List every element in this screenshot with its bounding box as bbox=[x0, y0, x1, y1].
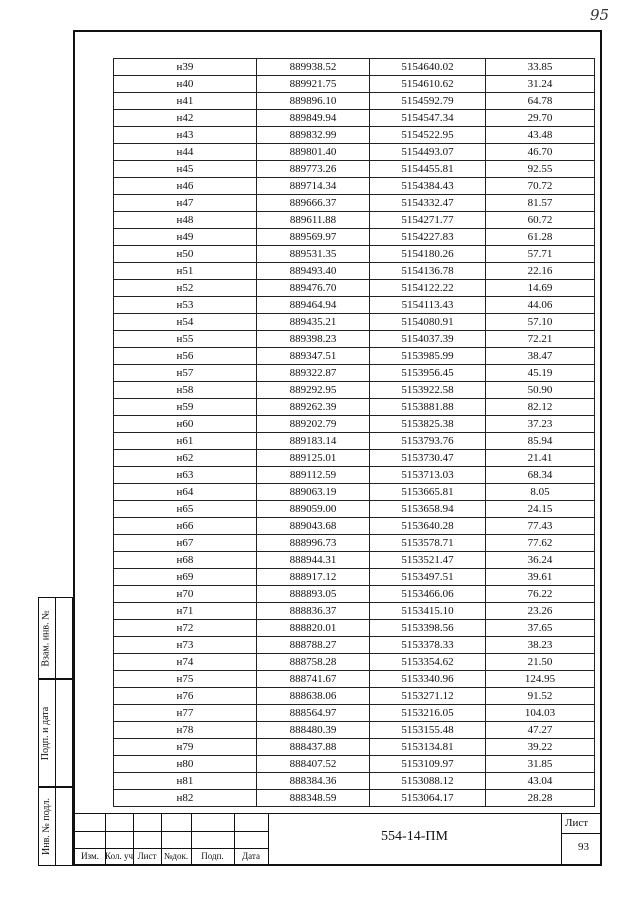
point-name-cell: н58 bbox=[114, 382, 257, 399]
y-coordinate-cell: 5154227.83 bbox=[370, 229, 486, 246]
table-row bbox=[114, 773, 595, 790]
point-name-cell: н62 bbox=[114, 450, 257, 467]
point-name-cell: н40 bbox=[114, 76, 257, 93]
point-name-cell: н77 bbox=[114, 705, 257, 722]
y-coordinate-cell: 5153134.81 bbox=[370, 739, 486, 756]
distance-cell: 43.04 bbox=[486, 773, 595, 790]
distance-cell: 36.24 bbox=[486, 552, 595, 569]
y-coordinate-cell: 5154493.07 bbox=[370, 144, 486, 161]
x-coordinate-cell: 889832.99 bbox=[257, 127, 370, 144]
point-name-cell: н75 bbox=[114, 671, 257, 688]
point-name-cell: н65 bbox=[114, 501, 257, 518]
side-label-vzam: Взам. инв. № bbox=[40, 609, 52, 667]
x-coordinate-cell: 888480.39 bbox=[257, 722, 370, 739]
table-row bbox=[114, 416, 595, 433]
y-coordinate-cell: 5154547.34 bbox=[370, 110, 486, 127]
point-name-cell: н67 bbox=[114, 535, 257, 552]
point-name-cell: н56 bbox=[114, 348, 257, 365]
distance-cell: 64.78 bbox=[486, 93, 595, 110]
x-coordinate-cell: 889611.88 bbox=[257, 212, 370, 229]
point-name-cell: н76 bbox=[114, 688, 257, 705]
x-coordinate-cell: 889043.68 bbox=[257, 518, 370, 535]
table-row bbox=[114, 297, 595, 314]
distance-cell: 60.72 bbox=[486, 212, 595, 229]
table-row bbox=[114, 586, 595, 603]
x-coordinate-cell: 889569.97 bbox=[257, 229, 370, 246]
point-name-cell: н46 bbox=[114, 178, 257, 195]
y-coordinate-cell: 5154122.22 bbox=[370, 280, 486, 297]
point-name-cell: н47 bbox=[114, 195, 257, 212]
point-name-cell: н39 bbox=[114, 59, 257, 76]
x-coordinate-cell: 889476.70 bbox=[257, 280, 370, 297]
point-name-cell: н55 bbox=[114, 331, 257, 348]
stamp-label-ndok: №док. bbox=[163, 851, 189, 861]
x-coordinate-cell: 888820.01 bbox=[257, 620, 370, 637]
distance-cell: 57.10 bbox=[486, 314, 595, 331]
distance-cell: 8.05 bbox=[486, 484, 595, 501]
table-row bbox=[114, 739, 595, 756]
x-coordinate-cell: 889531.35 bbox=[257, 246, 370, 263]
document-code: 554-14-ПМ bbox=[381, 829, 448, 844]
y-coordinate-cell: 5153793.76 bbox=[370, 433, 486, 450]
y-coordinate-cell: 5153658.94 bbox=[370, 501, 486, 518]
x-coordinate-cell: 889262.39 bbox=[257, 399, 370, 416]
y-coordinate-cell: 5154113.43 bbox=[370, 297, 486, 314]
side-label-inv: Инв. № подл. bbox=[40, 798, 52, 855]
x-coordinate-cell: 889921.75 bbox=[257, 76, 370, 93]
point-name-cell: н71 bbox=[114, 603, 257, 620]
table-row bbox=[114, 263, 595, 280]
stamp-label-izm: Изм. bbox=[81, 851, 99, 861]
table-row bbox=[114, 93, 595, 110]
point-name-cell: н81 bbox=[114, 773, 257, 790]
y-coordinate-cell: 5153340.96 bbox=[370, 671, 486, 688]
table-row bbox=[114, 756, 595, 773]
point-name-cell: н61 bbox=[114, 433, 257, 450]
x-coordinate-cell: 888384.36 bbox=[257, 773, 370, 790]
y-coordinate-cell: 5153521.47 bbox=[370, 552, 486, 569]
distance-cell: 31.24 bbox=[486, 76, 595, 93]
point-name-cell: н73 bbox=[114, 637, 257, 654]
x-coordinate-cell: 888564.97 bbox=[257, 705, 370, 722]
x-coordinate-cell: 888788.27 bbox=[257, 637, 370, 654]
x-coordinate-cell: 888741.67 bbox=[257, 671, 370, 688]
x-coordinate-cell: 889666.37 bbox=[257, 195, 370, 212]
x-coordinate-cell: 889125.01 bbox=[257, 450, 370, 467]
y-coordinate-cell: 5153088.12 bbox=[370, 773, 486, 790]
table-row bbox=[114, 280, 595, 297]
point-name-cell: н60 bbox=[114, 416, 257, 433]
x-coordinate-cell: 889801.40 bbox=[257, 144, 370, 161]
point-name-cell: н63 bbox=[114, 467, 257, 484]
table-row bbox=[114, 722, 595, 739]
table-row bbox=[114, 59, 595, 76]
distance-cell: 43.48 bbox=[486, 127, 595, 144]
point-name-cell: н41 bbox=[114, 93, 257, 110]
point-name-cell: н70 bbox=[114, 586, 257, 603]
y-coordinate-cell: 5154522.95 bbox=[370, 127, 486, 144]
x-coordinate-cell: 888917.12 bbox=[257, 569, 370, 586]
distance-cell: 57.71 bbox=[486, 246, 595, 263]
x-coordinate-cell: 889773.26 bbox=[257, 161, 370, 178]
distance-cell: 68.34 bbox=[486, 467, 595, 484]
y-coordinate-cell: 5153956.45 bbox=[370, 365, 486, 382]
table-row bbox=[114, 637, 595, 654]
distance-cell: 50.90 bbox=[486, 382, 595, 399]
point-name-cell: н43 bbox=[114, 127, 257, 144]
table-row bbox=[114, 348, 595, 365]
table-row bbox=[114, 688, 595, 705]
side-label-vzam-container bbox=[38, 597, 54, 679]
table-row bbox=[114, 535, 595, 552]
y-coordinate-cell: 5153109.97 bbox=[370, 756, 486, 773]
table-row bbox=[114, 365, 595, 382]
table-row bbox=[114, 195, 595, 212]
x-coordinate-cell: 889059.00 bbox=[257, 501, 370, 518]
distance-cell: 85.94 bbox=[486, 433, 595, 450]
x-coordinate-cell: 889435.21 bbox=[257, 314, 370, 331]
distance-cell: 37.23 bbox=[486, 416, 595, 433]
y-coordinate-cell: 5153640.28 bbox=[370, 518, 486, 535]
table-row bbox=[114, 603, 595, 620]
y-coordinate-cell: 5153985.99 bbox=[370, 348, 486, 365]
table-row bbox=[114, 671, 595, 688]
stamp-label-kol-uch: Кол. уч bbox=[105, 851, 133, 861]
y-coordinate-cell: 5153713.03 bbox=[370, 467, 486, 484]
distance-cell: 44.06 bbox=[486, 297, 595, 314]
table-row bbox=[114, 790, 595, 807]
side-label-podp: Подп. и дата bbox=[40, 706, 52, 760]
x-coordinate-cell: 888407.52 bbox=[257, 756, 370, 773]
x-coordinate-cell: 888996.73 bbox=[257, 535, 370, 552]
distance-cell: 22.16 bbox=[486, 263, 595, 280]
distance-cell: 104.03 bbox=[486, 705, 595, 722]
y-coordinate-cell: 5153922.58 bbox=[370, 382, 486, 399]
x-coordinate-cell: 889896.10 bbox=[257, 93, 370, 110]
sheet-label: Лист bbox=[565, 817, 589, 829]
x-coordinate-cell: 888893.05 bbox=[257, 586, 370, 603]
point-name-cell: н68 bbox=[114, 552, 257, 569]
distance-cell: 61.28 bbox=[486, 229, 595, 246]
distance-cell: 92.55 bbox=[486, 161, 595, 178]
table-row bbox=[114, 314, 595, 331]
x-coordinate-cell: 889493.40 bbox=[257, 263, 370, 280]
x-coordinate-cell: 888758.28 bbox=[257, 654, 370, 671]
distance-cell: 46.70 bbox=[486, 144, 595, 161]
table-row bbox=[114, 399, 595, 416]
coordinates-table bbox=[113, 58, 595, 807]
table-row bbox=[114, 212, 595, 229]
y-coordinate-cell: 5153354.62 bbox=[370, 654, 486, 671]
point-name-cell: н49 bbox=[114, 229, 257, 246]
distance-cell: 45.19 bbox=[486, 365, 595, 382]
table-row bbox=[114, 178, 595, 195]
x-coordinate-cell: 889322.87 bbox=[257, 365, 370, 382]
x-coordinate-cell: 888638.06 bbox=[257, 688, 370, 705]
point-name-cell: н79 bbox=[114, 739, 257, 756]
point-name-cell: н74 bbox=[114, 654, 257, 671]
x-coordinate-cell: 889938.52 bbox=[257, 59, 370, 76]
distance-cell: 39.61 bbox=[486, 569, 595, 586]
x-coordinate-cell: 889398.23 bbox=[257, 331, 370, 348]
point-name-cell: н50 bbox=[114, 246, 257, 263]
distance-cell: 76.22 bbox=[486, 586, 595, 603]
table-row bbox=[114, 76, 595, 93]
y-coordinate-cell: 5153825.38 bbox=[370, 416, 486, 433]
y-coordinate-cell: 5153216.05 bbox=[370, 705, 486, 722]
table-row bbox=[114, 127, 595, 144]
table-row bbox=[114, 331, 595, 348]
x-coordinate-cell: 889347.51 bbox=[257, 348, 370, 365]
point-name-cell: н45 bbox=[114, 161, 257, 178]
table-row bbox=[114, 705, 595, 722]
x-coordinate-cell: 888348.59 bbox=[257, 790, 370, 807]
y-coordinate-cell: 5153415.10 bbox=[370, 603, 486, 620]
x-coordinate-cell: 888437.88 bbox=[257, 739, 370, 756]
point-name-cell: н42 bbox=[114, 110, 257, 127]
table-row bbox=[114, 433, 595, 450]
y-coordinate-cell: 5154180.26 bbox=[370, 246, 486, 263]
x-coordinate-cell: 889202.79 bbox=[257, 416, 370, 433]
y-coordinate-cell: 5153155.48 bbox=[370, 722, 486, 739]
y-coordinate-cell: 5154037.39 bbox=[370, 331, 486, 348]
stamp-label-data: Дата bbox=[242, 851, 260, 861]
point-name-cell: н44 bbox=[114, 144, 257, 161]
distance-cell: 81.57 bbox=[486, 195, 595, 212]
table-row bbox=[114, 450, 595, 467]
y-coordinate-cell: 5154271.77 bbox=[370, 212, 486, 229]
table-row bbox=[114, 467, 595, 484]
distance-cell: 31.85 bbox=[486, 756, 595, 773]
x-coordinate-cell: 888836.37 bbox=[257, 603, 370, 620]
x-coordinate-cell: 889849.94 bbox=[257, 110, 370, 127]
x-coordinate-cell: 889063.19 bbox=[257, 484, 370, 501]
sheet-number: 93 bbox=[578, 841, 589, 853]
y-coordinate-cell: 5154080.91 bbox=[370, 314, 486, 331]
table-row bbox=[114, 382, 595, 399]
point-name-cell: н59 bbox=[114, 399, 257, 416]
y-coordinate-cell: 5153271.12 bbox=[370, 688, 486, 705]
table-row bbox=[114, 569, 595, 586]
y-coordinate-cell: 5154136.78 bbox=[370, 263, 486, 280]
y-coordinate-cell: 5153578.71 bbox=[370, 535, 486, 552]
point-name-cell: н72 bbox=[114, 620, 257, 637]
y-coordinate-cell: 5154592.79 bbox=[370, 93, 486, 110]
point-name-cell: н82 bbox=[114, 790, 257, 807]
table-row bbox=[114, 518, 595, 535]
distance-cell: 23.26 bbox=[486, 603, 595, 620]
y-coordinate-cell: 5153730.47 bbox=[370, 450, 486, 467]
distance-cell: 47.27 bbox=[486, 722, 595, 739]
point-name-cell: н64 bbox=[114, 484, 257, 501]
y-coordinate-cell: 5153064.17 bbox=[370, 790, 486, 807]
y-coordinate-cell: 5154610.62 bbox=[370, 76, 486, 93]
side-label-inv-container bbox=[38, 787, 54, 866]
table-row bbox=[114, 620, 595, 637]
stamp-label-podp: Подп. bbox=[201, 851, 224, 861]
distance-cell: 72.21 bbox=[486, 331, 595, 348]
distance-cell: 124.95 bbox=[486, 671, 595, 688]
distance-cell: 38.47 bbox=[486, 348, 595, 365]
distance-cell: 38.23 bbox=[486, 637, 595, 654]
point-name-cell: н52 bbox=[114, 280, 257, 297]
point-name-cell: н80 bbox=[114, 756, 257, 773]
y-coordinate-cell: 5153497.51 bbox=[370, 569, 486, 586]
point-name-cell: н53 bbox=[114, 297, 257, 314]
distance-cell: 29.70 bbox=[486, 110, 595, 127]
table-row bbox=[114, 484, 595, 501]
table-row bbox=[114, 246, 595, 263]
side-label-podp-container bbox=[38, 679, 54, 787]
y-coordinate-cell: 5153378.33 bbox=[370, 637, 486, 654]
distance-cell: 77.62 bbox=[486, 535, 595, 552]
distance-cell: 77.43 bbox=[486, 518, 595, 535]
distance-cell: 37.65 bbox=[486, 620, 595, 637]
distance-cell: 39.22 bbox=[486, 739, 595, 756]
y-coordinate-cell: 5153398.56 bbox=[370, 620, 486, 637]
distance-cell: 91.52 bbox=[486, 688, 595, 705]
table-row bbox=[114, 229, 595, 246]
table-row bbox=[114, 501, 595, 518]
title-block bbox=[73, 813, 602, 866]
table-row bbox=[114, 144, 595, 161]
distance-cell: 82.12 bbox=[486, 399, 595, 416]
x-coordinate-cell: 889714.34 bbox=[257, 178, 370, 195]
point-name-cell: н48 bbox=[114, 212, 257, 229]
x-coordinate-cell: 889292.95 bbox=[257, 382, 370, 399]
y-coordinate-cell: 5154384.43 bbox=[370, 178, 486, 195]
y-coordinate-cell: 5153665.81 bbox=[370, 484, 486, 501]
point-name-cell: н78 bbox=[114, 722, 257, 739]
table-row bbox=[114, 654, 595, 671]
handwritten-page-number: 95 bbox=[590, 6, 610, 24]
distance-cell: 21.41 bbox=[486, 450, 595, 467]
point-name-cell: н66 bbox=[114, 518, 257, 535]
point-name-cell: н57 bbox=[114, 365, 257, 382]
point-name-cell: н51 bbox=[114, 263, 257, 280]
y-coordinate-cell: 5154332.47 bbox=[370, 195, 486, 212]
y-coordinate-cell: 5154455.81 bbox=[370, 161, 486, 178]
table-row bbox=[114, 110, 595, 127]
distance-cell: 21.50 bbox=[486, 654, 595, 671]
distance-cell: 70.72 bbox=[486, 178, 595, 195]
distance-cell: 33.85 bbox=[486, 59, 595, 76]
x-coordinate-cell: 889112.59 bbox=[257, 467, 370, 484]
distance-cell: 28.28 bbox=[486, 790, 595, 807]
x-coordinate-cell: 888944.31 bbox=[257, 552, 370, 569]
coordinates-table-body bbox=[114, 59, 595, 807]
distance-cell: 24.15 bbox=[486, 501, 595, 518]
y-coordinate-cell: 5154640.02 bbox=[370, 59, 486, 76]
point-name-cell: н69 bbox=[114, 569, 257, 586]
table-row bbox=[114, 552, 595, 569]
table-row bbox=[114, 161, 595, 178]
distance-cell: 14.69 bbox=[486, 280, 595, 297]
point-name-cell: н54 bbox=[114, 314, 257, 331]
stamp-label-list: Лист bbox=[137, 851, 157, 861]
y-coordinate-cell: 5153466.06 bbox=[370, 586, 486, 603]
y-coordinate-cell: 5153881.88 bbox=[370, 399, 486, 416]
x-coordinate-cell: 889183.14 bbox=[257, 433, 370, 450]
x-coordinate-cell: 889464.94 bbox=[257, 297, 370, 314]
